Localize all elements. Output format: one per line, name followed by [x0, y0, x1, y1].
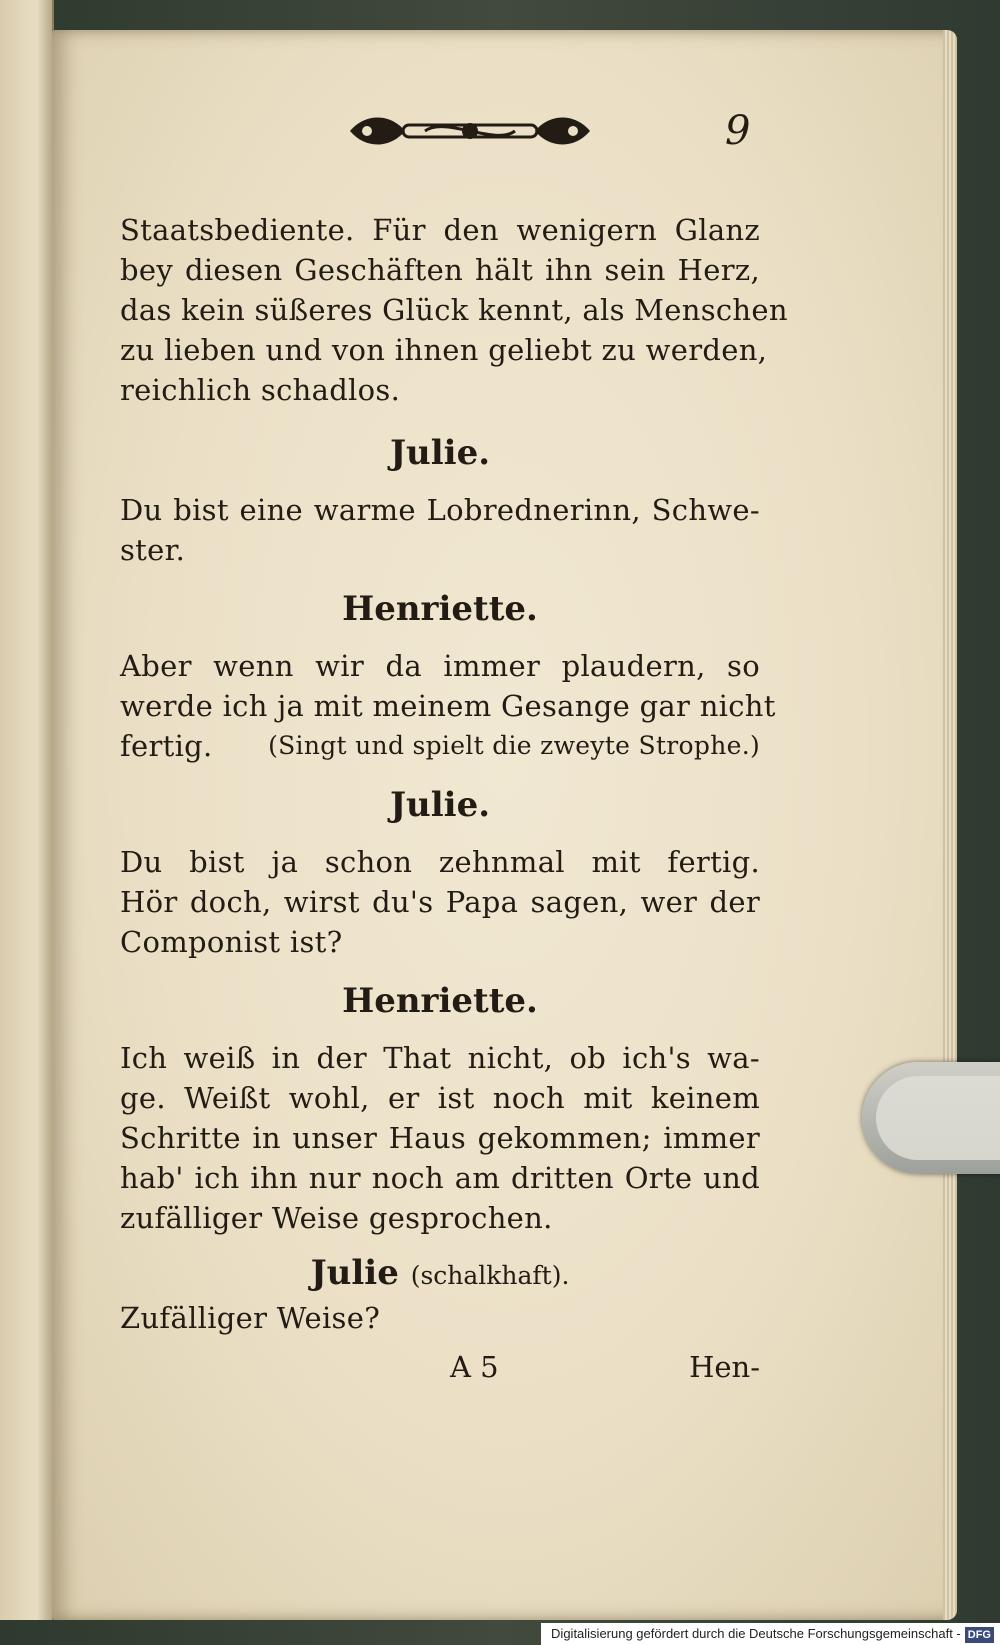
- text-line: hab' ich ihn nur noch am dritten Orte und: [120, 1161, 760, 1195]
- text-line: bey diesen Geschäften hält ihn sein Herz,: [120, 253, 760, 287]
- text-line: Zufälliger Weise?: [120, 1301, 381, 1335]
- speaker-heading: Henriette.: [342, 981, 538, 1021]
- text-column: [120, 210, 788, 1338]
- text-line: Componist ist?: [120, 925, 343, 959]
- text-line: reichlich schadlos.: [120, 373, 401, 407]
- stage-direction: (Singt und spielt die zweyte Strophe.): [268, 731, 760, 760]
- text-line: zufälliger Weise gesprochen.: [120, 1201, 553, 1235]
- text-line: Ich weiß in der That nicht, ob ich's wa-: [120, 1041, 760, 1075]
- speaker-heading: [120, 1248, 760, 1298]
- left-page-edge: [0, 0, 54, 1620]
- speaker-heading: Julie.: [389, 433, 491, 473]
- text-line: ster.: [120, 533, 186, 567]
- speaker-name: Julie: [310, 1253, 399, 1293]
- credit-text: Digitalisierung gefördert durch die Deutsche Forschungsgemeinschaft -: [551, 1626, 961, 1641]
- scanner-clamp-highlight: [876, 1076, 1000, 1160]
- dfg-logo: DFG: [965, 1627, 994, 1643]
- text-line: Staatsbediente. Für den wenigern Glanz: [120, 213, 760, 247]
- speaker-heading: Julie.: [389, 785, 491, 825]
- text-line: Du bist eine warme Lobrednerinn, Schwe-: [120, 493, 760, 527]
- text-line: Aber wenn wir da immer plaudern, so: [120, 649, 760, 683]
- page-fore-edge: [943, 30, 957, 1620]
- page-footer-line: [120, 1350, 760, 1394]
- text-line: zu lieben und von ihnen geliebt zu werden,: [120, 333, 768, 367]
- text-line: das kein süßeres Glück kennt, als Menschen: [120, 293, 788, 327]
- speaker-heading: Henriette.: [342, 589, 538, 629]
- stage-direction: (schalkhaft).: [410, 1261, 570, 1290]
- text-fragment: fertig.: [120, 729, 213, 763]
- text-line: Schritte in unser Haus gekommen; immer: [120, 1121, 760, 1155]
- text-line: ge. Weißt wohl, er ist noch mit keinem: [120, 1081, 760, 1115]
- digitization-credit: [541, 1623, 1000, 1645]
- text-line: werde ich ja mit meinem Gesange gar nicht: [120, 689, 776, 723]
- ornament-icon: [345, 108, 595, 154]
- signature-mark: A 5: [450, 1350, 499, 1384]
- page-number: 9: [725, 108, 751, 154]
- text-line: Du bist ja schon zehnmal mit fertig.: [120, 845, 760, 879]
- text-line: Hör doch, wirst du's Papa sagen, wer der: [120, 885, 760, 919]
- catchword: Hen-: [689, 1350, 760, 1384]
- scanner-clamp: [862, 1062, 1000, 1174]
- text-line: [120, 726, 760, 766]
